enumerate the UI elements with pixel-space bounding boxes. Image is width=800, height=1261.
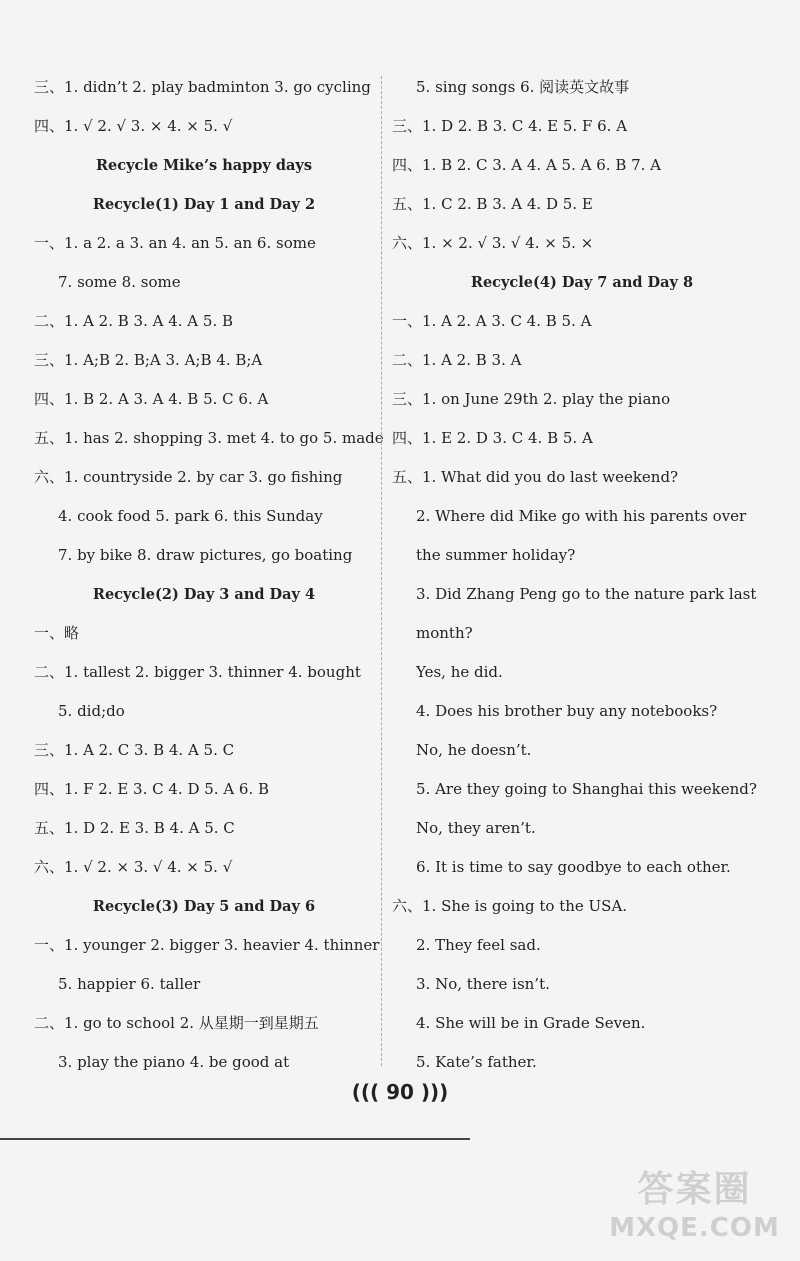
answer-line: 三、1. D 2. B 3. C 4. E 5. F 6. A [392, 117, 628, 135]
answer-line: 3. No, there isn’t. [416, 975, 550, 993]
watermark-top-text: 答案圈 [637, 1169, 752, 1210]
answer-line: 2. They feel sad. [416, 936, 541, 954]
answer-line: 7. some 8. some [58, 273, 181, 291]
answer-line: 二、1. go to school 2. 从星期一到星期五 [34, 1014, 319, 1032]
answer-line: 四、1. B 2. A 3. A 4. B 5. C 6. A [34, 390, 269, 408]
answer-line: 5. did;do [58, 702, 125, 720]
answer-line: 4. cook food 5. park 6. this Sunday [58, 507, 323, 525]
section-heading: Recycle(2) Day 3 and Day 4 [92, 586, 316, 603]
answer-line: 4. Does his brother buy any notebooks? [416, 702, 718, 720]
section-heading: Recycle Mike’s happy days [95, 157, 313, 174]
answer-line: 三、1. didn’t 2. play badminton 3. go cycling [34, 78, 371, 96]
page-number: ((( 90 ))) [351, 1080, 449, 1104]
answer-line: 二、1. A 2. B 3. A [392, 351, 522, 369]
answer-line: 一、1. A 2. A 3. C 4. B 5. A [392, 312, 592, 330]
answer-line: 四、1. B 2. C 3. A 4. A 5. A 6. B 7. A [392, 156, 662, 174]
answer-line: 六、1. countryside 2. by car 3. go fishing [34, 468, 343, 486]
answer-line: 一、略 [34, 624, 80, 642]
watermark-logo [607, 1168, 782, 1250]
right-column [392, 68, 772, 1082]
answer-line: 4. She will be in Grade Seven. [416, 1014, 646, 1032]
answer-line: 六、1. × 2. √ 3. √ 4. × 5. × [392, 234, 594, 252]
answer-line: 5. happier 6. taller [58, 975, 201, 993]
answer-line: Yes, he did. [416, 663, 503, 681]
answer-line: 四、1. E 2. D 3. C 4. B 5. A [392, 429, 593, 447]
answer-line: No, they aren’t. [416, 819, 536, 837]
answer-line: 五、1. C 2. B 3. A 4. D 5. E [392, 195, 593, 213]
answer-line: month? [416, 624, 473, 642]
watermark-bottom-text: MXQE.COM [609, 1213, 780, 1243]
left-column [34, 68, 384, 1082]
answer-line: 6. It is time to say goodbye to each other. [416, 858, 731, 876]
answer-line: 五、1. has 2. shopping 3. met 4. to go 5. made [34, 429, 384, 447]
answer-line: 5. sing songs 6. 阅读英文故事 [416, 78, 630, 96]
section-heading: Recycle(3) Day 5 and Day 6 [92, 898, 316, 915]
answer-line: 一、1. younger 2. bigger 3. heavier 4. thinner [34, 936, 380, 954]
answer-line: 五、1. What did you do last weekend? [392, 468, 679, 486]
answer-line: 3. play the piano 4. be good at [58, 1053, 290, 1071]
answer-line: 2. Where did Mike go with his parents over [416, 507, 747, 525]
answer-line: 5. Are they going to Shanghai this weekend? [416, 780, 757, 798]
answer-line: 二、1. A 2. B 3. A 4. A 5. B [34, 312, 234, 330]
answer-line: 二、1. tallest 2. bigger 3. thinner 4. bought [34, 663, 361, 681]
answer-line: 四、1. F 2. E 3. C 4. D 5. A 6. B [34, 780, 270, 798]
answer-line: 7. by bike 8. draw pictures, go boating [58, 546, 353, 564]
answer-line: 五、1. D 2. E 3. B 4. A 5. C [34, 819, 235, 837]
answer-line: 三、1. on June 29th 2. play the piano [392, 390, 671, 408]
answer-line: 三、1. A 2. C 3. B 4. A 5. C [34, 741, 235, 759]
answer-line: 5. Kate’s father. [416, 1053, 537, 1071]
column-divider [381, 76, 382, 1066]
answer-line: the summer holiday? [416, 546, 576, 564]
answer-line: 三、1. A;B 2. B;A 3. A;B 4. B;A [34, 351, 263, 369]
answer-line: 四、1. √ 2. √ 3. × 4. × 5. √ [34, 117, 233, 135]
bottom-rule [0, 1138, 470, 1140]
answer-line: 3. Did Zhang Peng go to the nature park last [416, 585, 757, 603]
answer-line: 六、1. √ 2. × 3. √ 4. × 5. √ [34, 858, 233, 876]
section-heading: Recycle(1) Day 1 and Day 2 [92, 196, 316, 213]
section-heading: Recycle(4) Day 7 and Day 8 [470, 274, 694, 291]
answer-line: 一、1. a 2. a 3. an 4. an 5. an 6. some [34, 234, 316, 252]
answer-line: No, he doesn’t. [416, 741, 532, 759]
answer-line: 六、1. She is going to the USA. [392, 897, 628, 915]
